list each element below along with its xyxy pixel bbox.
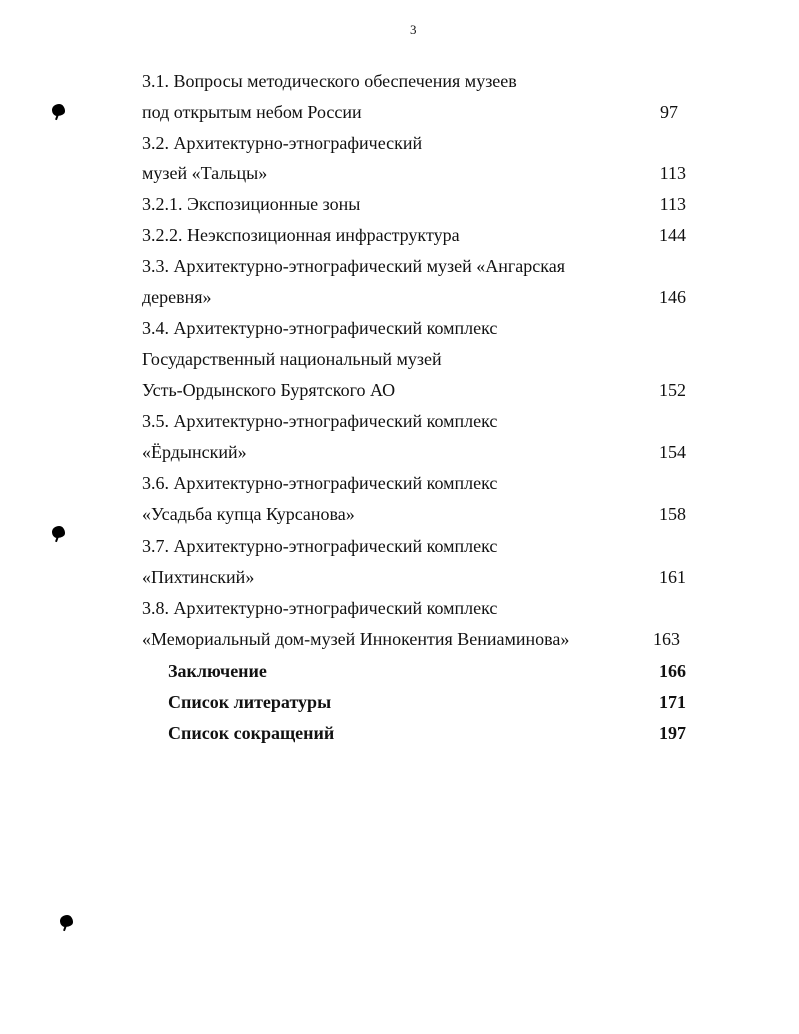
toc-entry-3-7-page: 161 [659, 567, 686, 587]
toc-entry-3-4-line-3: Усть-Ордынского Бурятского АО [142, 380, 396, 400]
toc-entry-3-6-line-1: 3.6. Архитектурно-этнографический комплекс [142, 473, 498, 493]
toc-section-abbreviations-page: 197 [659, 723, 686, 743]
toc-entry-3-3-page: 146 [659, 287, 686, 307]
toc-entry-3-2-1-page: 113 [659, 194, 686, 214]
toc-entry-3-7-line-2: «Пихтинский» [142, 567, 255, 587]
toc-entry-3-6-line-2: «Усадьба купца Курсанова» [142, 504, 355, 524]
toc-entry-3-4-line-2: Государственный национальный музей [142, 349, 442, 369]
toc-entry-3-1-line-1: 3.1. Вопросы методического обеспечения музеев [142, 71, 517, 91]
toc-section-conclusion-page: 166 [659, 661, 686, 681]
binder-hole-mark-middle [52, 526, 65, 538]
toc-entry-3-8-line-1: 3.8. Архитектурно-этнографический комплекс [142, 598, 498, 618]
toc-entry-3-5-page: 154 [659, 442, 686, 462]
toc-entry-3-1-page: 97 [660, 102, 678, 122]
binder-hole-mark-top [52, 104, 65, 116]
toc-entry-3-2-2-line-1: 3.2.2. Неэкспозиционная инфраструктура [142, 225, 460, 245]
toc-entry-3-8-line-2: «Мемориальный дом-музей Иннокентия Вениаминова» [142, 629, 570, 649]
toc-entry-3-2-1-line-1: 3.2.1. Экспозиционные зоны [142, 194, 361, 214]
toc-entry-3-2-line-2: музей «Тальцы» [142, 163, 268, 183]
toc-entry-3-8-page: 163 [653, 629, 680, 649]
toc-section-references-title: Список литературы [168, 692, 332, 712]
toc-section-conclusion-title: Заключение [168, 661, 267, 681]
toc-section-abbreviations-title: Список сокращений [168, 723, 335, 743]
toc-entry-3-1-line-2: под открытым небом России [142, 102, 362, 122]
page-number: 3 [410, 22, 417, 37]
toc-entry-3-3-line-1: 3.3. Архитектурно-этнографический музей «Ангарская [142, 256, 565, 276]
binder-hole-mark-bottom [60, 915, 73, 927]
toc-entry-3-2-line-1: 3.2. Архитектурно-этнографический [142, 133, 423, 153]
toc-entry-3-4-page: 152 [659, 380, 686, 400]
toc-entry-3-2-page: 113 [659, 163, 686, 183]
toc-section-references-page: 171 [659, 692, 686, 712]
toc-entry-3-4-line-1: 3.4. Архитектурно-этнографический комплекс [142, 318, 498, 338]
toc-entry-3-5-line-2: «Ёрдынский» [142, 442, 247, 462]
toc-entry-3-2-2-page: 144 [659, 225, 686, 245]
toc-entry-3-6-page: 158 [659, 504, 686, 524]
toc-entry-3-3-line-2: деревня» [142, 287, 212, 307]
toc-entry-3-5-line-1: 3.5. Архитектурно-этнографический комплекс [142, 411, 498, 431]
toc-entry-3-7-line-1: 3.7. Архитектурно-этнографический комплекс [142, 536, 498, 556]
